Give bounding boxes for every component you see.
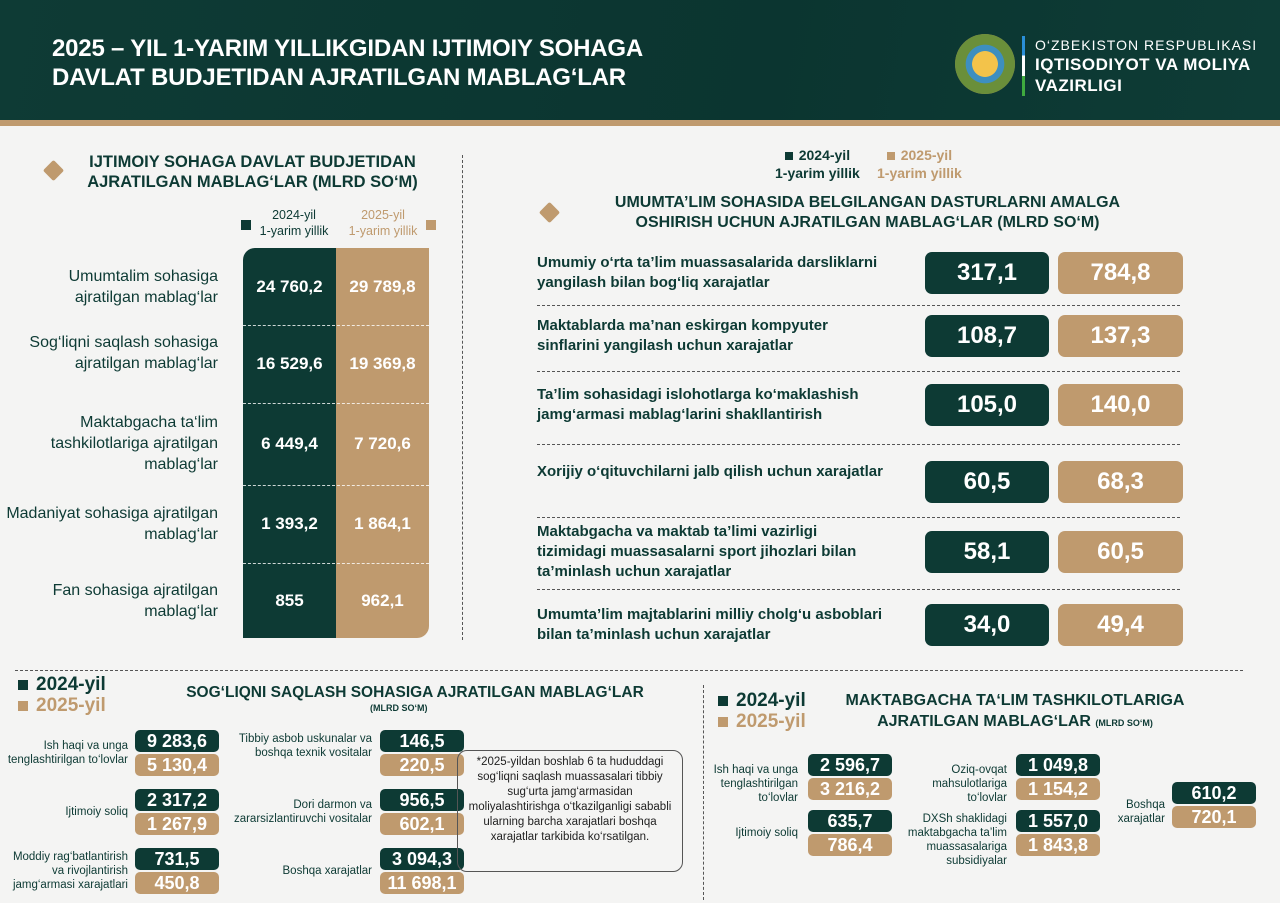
value-2024: 731,5 bbox=[135, 848, 219, 870]
divider bbox=[15, 670, 1243, 671]
legend-label: 2024-yil bbox=[36, 674, 106, 695]
value-2024: 956,5 bbox=[380, 789, 464, 811]
row-label: Umumtalim sohasiga ajratilgan mablag‘lar bbox=[68, 267, 218, 306]
legend-label: 2024-yil bbox=[798, 147, 851, 163]
value-2025: 1 154,2 bbox=[1016, 778, 1100, 800]
divider bbox=[462, 155, 463, 640]
value-2024: 2 317,2 bbox=[135, 789, 219, 811]
value-2024: 58,1 bbox=[925, 531, 1049, 573]
divider bbox=[703, 685, 704, 900]
ministry-logo bbox=[1022, 36, 1257, 96]
ministry-line: O‘ZBEKISTON RESPUBLIKASI bbox=[1035, 37, 1258, 53]
legend-2025-swatch bbox=[426, 220, 436, 230]
row-label: Umumta’lim majtablarini milliy cholg‘u asboblari bilan ta’minlash uchun xarajatlar bbox=[537, 606, 883, 643]
item-label: DXSh shaklidagi maktabgacha ta’lim muassasalariga subsidiyalar bbox=[907, 813, 1007, 867]
value-2025: 3 216,2 bbox=[808, 778, 892, 800]
title-line: UMUMTA’LIM SOHASIDA BELGILANGAN DASTURLARNI AMALGA bbox=[614, 194, 1121, 211]
row-label: Maktablarda ma’nan eskirgan kompyuter sinflarini yangilash uchun xarajatlar bbox=[537, 317, 828, 354]
legend-label: 2024-yil bbox=[272, 208, 316, 222]
legend-2025-swatch bbox=[718, 717, 728, 727]
legend-sublabel: 1-yarim yillik bbox=[259, 224, 329, 238]
value-2024: 6 449,4 bbox=[261, 434, 318, 453]
legend-label: 2025-yil bbox=[900, 147, 953, 163]
title-line: IJTIMOIY SOHAGA DAVLAT BUDJETIDAN bbox=[89, 153, 416, 171]
row-label: Umumiy o‘rta ta’lim muassasalarida darsliklarni yangilash bilan bog‘liq xarajatlar bbox=[537, 254, 878, 291]
row-separator bbox=[537, 589, 1180, 590]
legend-2024 bbox=[252, 207, 336, 239]
value-2024: 2 596,7 bbox=[808, 754, 892, 776]
row-label: Sog‘liqni saqlash sohasiga ajratilgan mablag‘lar bbox=[29, 334, 218, 372]
value-2025: 5 130,4 bbox=[135, 754, 219, 776]
item-label: Boshqa xarajatlar bbox=[1117, 799, 1165, 825]
item-label: Ijtimoiy soliq bbox=[65, 806, 128, 818]
value-2024: 146,5 bbox=[380, 730, 464, 752]
value-2024: 108,7 bbox=[925, 315, 1049, 357]
value-2024: 24 760,2 bbox=[256, 276, 323, 296]
item-label: Ijtimoiy soliq bbox=[735, 827, 798, 839]
value-2024: 60,5 bbox=[925, 461, 1049, 503]
legend-sublabel: 1-yarim yillik bbox=[348, 224, 418, 238]
social-section-title bbox=[70, 152, 435, 192]
page-title bbox=[52, 34, 643, 92]
legend bbox=[718, 690, 806, 732]
value-2024: 34,0 bbox=[925, 604, 1049, 646]
item-label: Oziq-ovqat mahsulotlariga to‘lovlar bbox=[932, 764, 1007, 804]
row-separator bbox=[537, 305, 1180, 306]
preschool-section-title bbox=[820, 690, 1210, 734]
row-label: Madaniyat sohasiga ajratilgan mablag‘lar bbox=[6, 505, 218, 543]
item-label: Boshqa xarajatlar bbox=[282, 865, 372, 877]
legend-2024 bbox=[775, 146, 860, 182]
title-line: AJRATILGAN MABLAG‘LAR (MLRD SO‘M) bbox=[87, 173, 418, 191]
row-separator bbox=[537, 517, 1180, 518]
value-2025: 7 720,6 bbox=[354, 434, 411, 453]
legend-2024-swatch bbox=[785, 152, 793, 160]
ministry-line: VAZIRLIGI bbox=[1035, 76, 1123, 95]
item-label: Moddiy rag‘batlantirish va rivojlantirish jamg‘armasi xarajatlari bbox=[12, 851, 128, 891]
value-2025: 29 789,8 bbox=[349, 276, 416, 296]
item-label: Dori darmon va zararsizlantiruvchi vositalar bbox=[233, 799, 372, 825]
diamond-icon bbox=[43, 160, 64, 181]
value-2024: 635,7 bbox=[808, 810, 892, 832]
value-2025: 784,8 bbox=[1058, 252, 1183, 294]
value-2024: 1 557,0 bbox=[1016, 810, 1100, 832]
legend bbox=[18, 674, 106, 716]
title-line: MAKTABGACHA TA‘LIM TASHKILOTLARIGA bbox=[845, 692, 1185, 709]
legend-sublabel: 1-yarim yillik bbox=[775, 165, 860, 181]
value-2024: 855 bbox=[275, 590, 304, 610]
legend-2025-swatch bbox=[18, 701, 28, 711]
value-2025: 220,5 bbox=[380, 754, 464, 776]
value-2025: 60,5 bbox=[1058, 531, 1183, 573]
diamond-icon bbox=[539, 202, 560, 223]
legend-2025-swatch bbox=[887, 152, 895, 160]
row-separator bbox=[537, 444, 1180, 445]
row-label: Ta’lim sohasidagi islohotlarga ko‘maklashish jamg‘armasi mablag‘larini shakllantirish bbox=[537, 386, 859, 423]
value-2024: 317,1 bbox=[925, 252, 1049, 294]
education-section-title bbox=[580, 193, 1155, 233]
legend-2024-swatch bbox=[241, 220, 251, 230]
header-accent-strip bbox=[0, 120, 1280, 126]
row-label: Fan sohasiga ajratilgan mablag‘lar bbox=[52, 581, 218, 620]
value-2025: 720,1 bbox=[1172, 806, 1256, 828]
legend-label: 2025-yil bbox=[361, 208, 405, 222]
value-2025: 602,1 bbox=[380, 813, 464, 835]
value-2025: 450,8 bbox=[135, 872, 219, 894]
item-label: Tibbiy asbob uskunalar va boshqa texnik vositalar bbox=[238, 733, 372, 759]
legend-sublabel: 1-yarim yillik bbox=[877, 165, 962, 181]
value-2025: 1 267,9 bbox=[135, 813, 219, 835]
legend-2025 bbox=[877, 146, 962, 182]
row-label: Maktabgacha va maktab ta’limi vazirligi tizimidagi muassasalarni sport jihozlari bilan ta’minlash uchun xarajatlar bbox=[537, 523, 857, 580]
state-emblem-icon bbox=[955, 34, 1015, 94]
value-2024: 1 049,8 bbox=[1016, 754, 1100, 776]
title-line: DAVLAT BUDJETIDAN AJRATILGAN MABLAG‘LAR bbox=[52, 64, 626, 91]
row-separator bbox=[537, 371, 1180, 372]
row-label: Xorijiy o‘qituvchilarni jalb qilish uchun xarajatlar bbox=[537, 463, 883, 480]
unit-label: (MLRD SO‘M) bbox=[370, 703, 428, 713]
value-2024: 105,0 bbox=[925, 384, 1049, 426]
value-2025: 68,3 bbox=[1058, 461, 1183, 503]
value-2024: 16 529,6 bbox=[256, 354, 323, 373]
value-2024: 1 393,2 bbox=[261, 514, 318, 533]
row-label: Maktabgacha ta‘lim tashkilotlariga ajratilgan mablag‘lar bbox=[50, 414, 218, 473]
value-2024: 9 283,6 bbox=[135, 730, 219, 752]
value-2025: 1 843,8 bbox=[1016, 834, 1100, 856]
value-2024: 610,2 bbox=[1172, 782, 1256, 804]
legend-2025 bbox=[340, 207, 426, 239]
value-2025: 49,4 bbox=[1058, 604, 1183, 646]
legend-2024-swatch bbox=[18, 680, 28, 690]
footnote: *2025-yildan boshlab 6 ta hududdagi sog‘liqni saqlash muassasalari tibbiy sug‘urta jamg‘armasidan moliyalashtirishga o‘tkazilganligi sababli ularning barcha xarajatlari boshqa xarajatlar tarkibida ko‘rsatilgan. bbox=[457, 750, 683, 872]
legend-label: 2025-yil bbox=[36, 695, 106, 716]
legend-label: 2024-yil bbox=[736, 690, 806, 711]
value-2025: 11 698,1 bbox=[380, 872, 464, 894]
health-section-title: SOG‘LIQNI SAQLASH SOHASIGA AJRATILGAN MABLAG‘LAR bbox=[186, 684, 644, 701]
value-2025: 137,3 bbox=[1058, 315, 1183, 357]
legend-label: 2025-yil bbox=[736, 711, 806, 732]
value-2025: 1 864,1 bbox=[354, 514, 411, 533]
item-label: Ish haqi va unga tenglashtirilgan to‘lovlar bbox=[7, 740, 128, 766]
value-2024: 3 094,3 bbox=[380, 848, 464, 870]
item-label: Ish haqi va unga tenglashtirilgan to‘lovlar bbox=[713, 764, 798, 804]
value-2025: 19 369,8 bbox=[349, 354, 416, 373]
legend-2024-swatch bbox=[718, 696, 728, 706]
title-line: AJRATILGAN MABLAG‘LAR bbox=[877, 713, 1091, 730]
ministry-line: IQTISODIYOT VA MOLIYA bbox=[1035, 55, 1251, 74]
value-2025: 786,4 bbox=[808, 834, 892, 856]
value-2025: 962,1 bbox=[361, 590, 404, 610]
title-line: 2025 – YIL 1-YARIM YILLIKGIDAN IJTIMOIY SOHAGA bbox=[52, 35, 643, 62]
value-2025: 140,0 bbox=[1058, 384, 1183, 426]
unit-label: (MLRD SO‘M) bbox=[1095, 718, 1153, 728]
title-line: OSHIRISH UCHUN AJRATILGAN MABLAG‘LAR (MLRD SO‘M) bbox=[635, 214, 1100, 231]
